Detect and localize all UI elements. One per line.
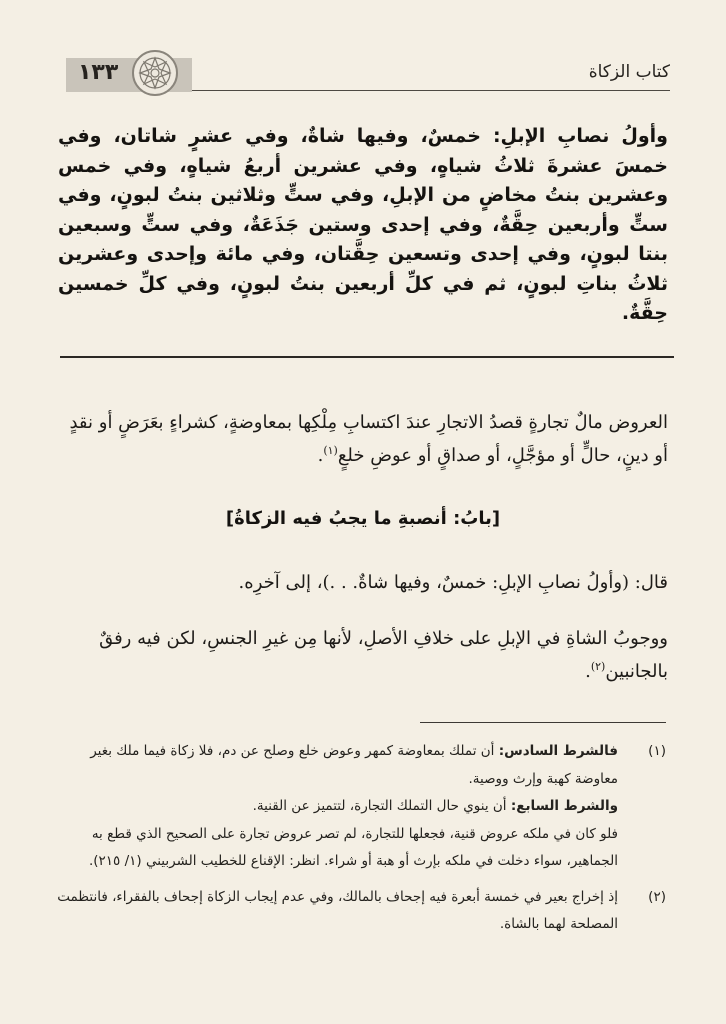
footnote-number: (١)	[648, 743, 666, 759]
matn-text: وأولُ نصابِ الإبلِ: خمسٌ، وفيها شاةٌ، وفي عشرٍ شاتان، وفي خمسَ عشرةَ ثلاثُ شياهٍ، وفي عشرين أربعُ شياهٍ، وفي خمس وعشرين بنتُ مخاضٍ من الإبلِ، وفي ستٍّ وثلاثين بنتُ لبونٍ، وفي ستٍّ وأربعين حِقَّةٌ، وفي إحدى وستين جَذَعَةٌ، وفي ستٍّ وسبعين بنتا لبونٍ، وفي إحدى وتسعين حِقَّتان، وفي مائة وإحدى وعشرين ثلاثُ بناتِ لبونٍ، ثم في كلِّ أربعين بنتُ لبونٍ، وفي كلِّ خمسين حِقَّةٌ.	[58, 125, 668, 324]
chapter-title: [بابُ: أنصبةِ ما يجبُ فيه الزكاةُ]	[225, 508, 501, 529]
footnotes	[56, 738, 666, 939]
footnote-ref-1[interactable]: (١)	[323, 444, 338, 457]
commentary-paragraph-2: قال: (وأولُ نصابِ الإبلِ: خمسٌ، وفيها شاةٌ. . .)، إلى آخرِه.	[238, 572, 668, 593]
footnote-1	[56, 738, 666, 876]
matn-divider	[60, 356, 674, 358]
footnote-line	[56, 738, 618, 793]
footnote-lead: والشرط السابع:	[510, 798, 618, 814]
header-rule	[192, 90, 670, 91]
paragraph-text: ووجوبُ الشاةِ في الإبلِ على خلافِ الأصلِ، لأنها مِن غيرِ الجنسِ، لكن فيه رفقٌ بالجانبين	[99, 628, 668, 682]
paragraph-end: .	[317, 445, 324, 466]
commentary-paragraph-3	[58, 622, 668, 688]
footnote-text: أن ينوي حال التملك التجارة، لتتميز عن القنية.	[252, 798, 511, 814]
page-number: ١٣٣	[78, 60, 119, 85]
paragraph-text: العروض مالٌ تجارةٍ قصدُ الاتجارِ عندَ اكتسابِ مِلْكِها بمعاوضةٍ، كشراءٍ بعَرَضٍ أو نقدٍ أو دينٍ، حالٍّ أو مؤجَّلٍ، أو صداقٍ أو عوضِ خلعٍ	[69, 412, 668, 466]
footnote-line: إذ إخراج بعير في خمسة أبعرة فيه إجحاف بالمالك، وفي عدم إيجاب الزكاة إجحاف بالفقراء، فانتظمت المصلحة لهما بالشاة.	[57, 888, 618, 932]
footnote-ref-2[interactable]: (٢)	[590, 660, 606, 673]
footnote-line: فلو كان في ملكه عروض قنية، فجعلها للتجارة، لم تصر عروض تجارة على الصحيح الذي قطع به الجماهير، سواء دخلت في ملكه بإرث أو هبة أو شراء. انظر: الإقناع للخطيب الشربيني (١/ ٢١٥).	[88, 825, 618, 869]
running-title: كتاب الزكاة	[588, 62, 670, 82]
footnote-text: أن تملك بمعاوضة كمهر وعوض خلع وصلح عن دم، فلا زكاة فيما ملك بغير معاوضة كهبة وإرث ووصية.	[90, 743, 618, 787]
footnote-number: (٢)	[648, 888, 666, 905]
footnote-lead: فالشرط السادس:	[498, 743, 618, 759]
footnote-2	[56, 884, 666, 939]
footnote-rule	[420, 722, 666, 723]
footnote-line	[56, 793, 618, 821]
commentary-paragraph-1	[58, 406, 668, 472]
rosette-ornament-icon	[132, 50, 178, 96]
paragraph-end: .	[585, 661, 591, 682]
